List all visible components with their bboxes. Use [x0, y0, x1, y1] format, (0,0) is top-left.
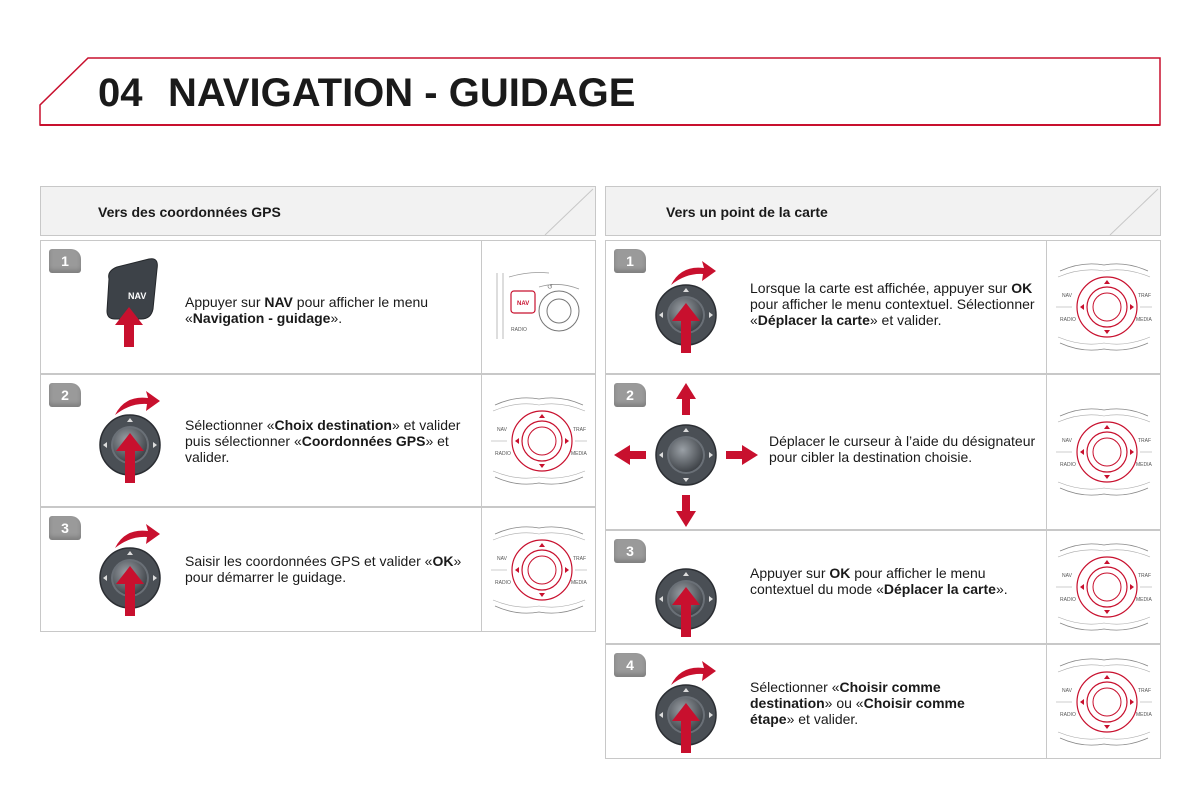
step-text: ».	[330, 310, 343, 326]
step-text-bold: Déplacer la carte	[883, 581, 996, 597]
panel-label-nav: NAV	[1061, 573, 1072, 579]
panel-label-traf: TRAF	[1137, 438, 1151, 444]
panel-label-nav: NAV	[496, 426, 507, 433]
step-number-badge: 1	[49, 249, 81, 273]
left-step-1	[40, 240, 596, 374]
panel-label-media: MEDIA	[1135, 597, 1152, 603]
panel-label-media: MEDIA	[1135, 462, 1152, 468]
right-step-4	[605, 644, 1161, 759]
press-knob-icon	[641, 537, 731, 652]
panel-label-nav: NAV	[1061, 438, 1072, 444]
step-description	[185, 417, 481, 465]
step-text: ».	[995, 581, 1008, 597]
left-section-header	[40, 186, 596, 236]
step-number-badge: 2	[614, 383, 646, 407]
left-step-3	[40, 507, 596, 632]
rotate-and-press-knob-icon	[641, 653, 731, 768]
step-description	[185, 553, 475, 585]
step-text-bold: Choisir comme destination	[750, 679, 941, 711]
control-knob-illustration	[1046, 531, 1160, 643]
step-text: » ou «	[824, 695, 864, 711]
panel-label-radio: RADIO	[494, 450, 511, 457]
step-number-badge: 1	[614, 249, 646, 273]
step-text: pour afficher le menu contextuel du mode «	[750, 565, 986, 597]
step-description	[750, 280, 1046, 328]
step-text-bold: Déplacer la carte	[757, 312, 870, 328]
four-way-move-knob-icon	[606, 375, 766, 540]
left-step-2	[40, 374, 596, 507]
panel-label-traf: TRAF	[1137, 293, 1151, 299]
panel-label-nav: NAV	[516, 301, 529, 307]
step-description	[750, 565, 1010, 597]
chapter-number: 04	[98, 71, 143, 115]
step-text: » et valider puis sélectionner «	[185, 417, 461, 449]
panel-label-nav: NAV	[1061, 687, 1072, 694]
step-text: Saisir les coordonnées GPS et valider «	[185, 553, 433, 569]
step-description	[750, 679, 1010, 727]
step-text: » et valider.	[185, 433, 449, 465]
panel-label-traf: TRAF	[1137, 573, 1151, 579]
right-step-3	[605, 530, 1161, 644]
step-text: pour afficher le menu contextuel. Sélectionner «	[750, 296, 1035, 328]
panel-label-radio: RADIO	[1059, 711, 1076, 718]
step-text: Sélectionner «	[185, 417, 275, 433]
panel-label-nav: NAV	[496, 555, 507, 562]
svg-text:↺: ↺	[546, 284, 553, 291]
step-text-bold: Navigation - guidage	[192, 310, 331, 326]
panel-label-media: MEDIA	[570, 579, 587, 586]
panel-label-radio: RADIO	[1059, 317, 1076, 323]
step-text-bold: NAV	[264, 294, 293, 310]
left-section-title: Vers des coordonnées GPS	[98, 204, 281, 220]
rotate-and-press-knob-icon	[641, 253, 731, 368]
control-knob-illustration	[1046, 375, 1160, 529]
step-text: pour afficher le menu «	[185, 294, 429, 326]
control-knob-illustration	[481, 508, 595, 631]
chapter-title: NAVIGATION - GUIDAGE	[168, 71, 636, 115]
step-number-badge: 3	[614, 539, 646, 563]
right-section-title: Vers un point de la carte	[666, 204, 828, 220]
panel-label-nav: NAV	[1061, 293, 1072, 299]
step-text: Déplacer le curseur à l’aide du désignateur pour cibler la destination choisie.	[769, 433, 1036, 465]
step-text-bold: Choix destination	[274, 417, 392, 433]
step-number-badge: 2	[49, 383, 81, 407]
step-text: » et valider.	[786, 711, 859, 727]
panel-label-media: MEDIA	[1135, 711, 1152, 718]
step-text: Lorsque la carte est affichée, appuyer sur	[750, 280, 1012, 296]
step-text-bold: OK	[432, 553, 454, 569]
right-step-2	[605, 374, 1161, 530]
step-text: Sélectionner «	[750, 679, 840, 695]
step-number-badge: 4	[614, 653, 646, 677]
panel-label-traf: TRAF	[1137, 687, 1151, 694]
panel-label-traf: TRAF	[572, 426, 586, 433]
control-knob-illustration	[1046, 645, 1160, 758]
step-text: Appuyer sur	[750, 565, 830, 581]
nav-button-press-icon	[97, 247, 187, 362]
panel-label-radio: RADIO	[1059, 597, 1076, 603]
panel-label-radio: RADIO	[510, 327, 527, 333]
right-section-header	[605, 186, 1161, 236]
control-knob-illustration	[481, 375, 595, 506]
step-text: » pour démarrer le guidage.	[185, 553, 462, 585]
panel-label-media: MEDIA	[570, 450, 587, 457]
rotate-and-press-knob-icon	[85, 383, 175, 498]
step-description	[769, 433, 1039, 465]
right-step-1	[605, 240, 1161, 374]
step-description	[185, 294, 485, 326]
svg-text:NAV: NAV	[128, 291, 147, 301]
panel-label-radio: RADIO	[1059, 462, 1076, 468]
control-knob-illustration	[1046, 241, 1160, 373]
panel-label-traf: TRAF	[572, 555, 586, 562]
step-text-bold: OK	[1011, 280, 1033, 296]
dashboard-nav-illustration	[481, 241, 595, 373]
panel-label-media: MEDIA	[1135, 317, 1152, 323]
step-text: Appuyer sur	[185, 294, 265, 310]
step-number-badge: 3	[49, 516, 81, 540]
step-text: » et valider.	[869, 312, 942, 328]
step-text-bold: Coordonnées GPS	[301, 433, 426, 449]
step-text-bold: OK	[829, 565, 851, 581]
rotate-and-press-knob-icon	[85, 516, 175, 631]
panel-label-radio: RADIO	[494, 579, 511, 586]
step-text-bold: Choisir comme étape	[750, 695, 965, 727]
